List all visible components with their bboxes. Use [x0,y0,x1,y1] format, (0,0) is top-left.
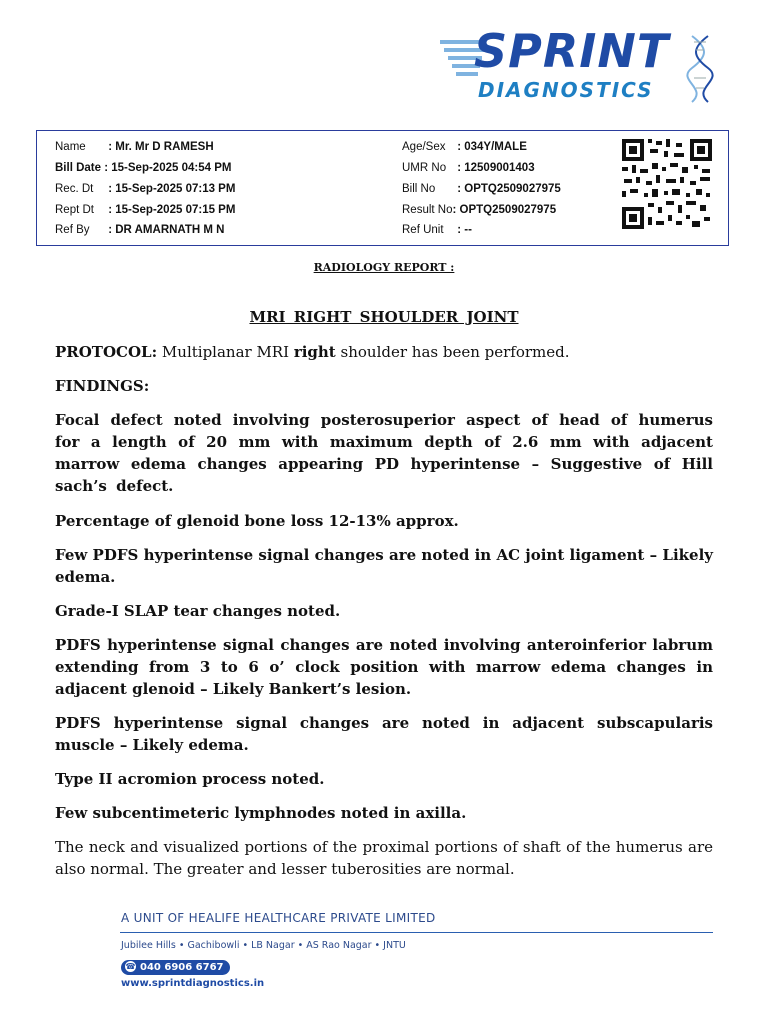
report-heading: RADIOLOGY REPORT : [313,261,455,274]
qr-code-icon [620,137,714,231]
report-title: MRI RIGHT SHOULDER JOINT [249,308,519,326]
phone-icon: ☎ [125,962,136,971]
rec-dt-label: Rec. Dt [55,183,94,195]
footer-divider [120,932,713,933]
website-link[interactable]: www.sprintdiagnostics.in [121,978,265,989]
closing-paragraph: The neck and visualized portions of the proximal portions of shaft of the humerus are also normal. The greater and lesser tuberosities are normal. [55,838,713,878]
bill-no-row [402,183,561,195]
protocol-side: right [293,343,336,361]
ref-unit-row [402,224,472,236]
dna-icon [686,34,714,104]
ref-by: DR AMARNATH M N [115,224,225,236]
bill-number: OPTQ2509027975 [464,183,561,195]
finding-item: Percentage of glenoid bone loss 12-13% approx. [55,512,459,530]
umr-row [402,162,535,174]
umr-label: UMR No [402,162,447,174]
bill-date-label: Bill Date [55,162,102,174]
brand-name: SPRINT [474,24,670,78]
phone-badge[interactable] [121,960,230,975]
ref-unit-sep: : [457,224,462,236]
umr-sep: : [457,162,462,174]
rept-dt: 15-Sep-2025 07:15 PM [115,204,236,216]
rept-dt-row [55,204,235,216]
result-no-sep: : [452,204,457,216]
ref-by-sep: : [108,224,113,236]
result-no-label: Result No [402,204,453,216]
age-sex-label: Age/Sex [402,141,446,153]
umr-number: 12509001403 [464,162,535,174]
result-number: OPTQ2509027975 [459,204,557,216]
finding-item: Few PDFS hyperintense signal changes are noted in AC joint ligament – Likely edema. [55,546,713,586]
finding-item: Few subcentimeteric lymphnodes noted in axilla. [55,804,467,822]
finding-item: Type II acromion process noted. [55,770,325,788]
bill-date-row [55,162,231,174]
sprint-diagnostics-logo [438,24,720,108]
name-row [55,141,214,153]
patient-name: Mr. Mr D RAMESH [115,141,214,153]
ref-by-row [55,224,224,236]
ref-by-label: Ref By [55,224,90,236]
rept-dt-sep: : [108,204,113,216]
protocol-text-pre: Multiplanar MRI [161,343,290,361]
brand-tagline: DIAGNOSTICS [478,78,654,102]
age-sex-sep: : [457,141,462,153]
finding-item: PDFS hyperintense signal changes are noted in adjacent subscapularis muscle – Likely edema. [55,714,713,754]
bill-date-sep: : [104,162,109,174]
ref-unit-label: Ref Unit [402,224,444,236]
name-label: Name [55,141,86,153]
finding-item: Focal defect noted involving posterosuperior aspect of head of humerus for a length of 20 mm with maximum depth of 2.6 mm with adjacent marrow edema changes appearing PD hyperintense – Suggestive of Hill sach’s defect. [55,411,713,495]
rec-dt-row [55,183,235,195]
finding-item: Grade-I SLAP tear changes noted. [55,602,341,620]
findings-label: FINDINGS: [55,377,150,395]
protocol-text-post: shoulder has been performed. [340,343,570,361]
protocol-label: PROTOCOL: [55,343,158,361]
finding-item: PDFS hyperintense signal changes are noted involving anteroinferior labrum extending from 3 to 6 o’ clock position with marrow edema changes in adjacent glenoid – Likely Bankert’s lesion. [55,636,713,698]
patient-info-box [36,130,729,246]
branch-locations: Jubilee Hills • Gachibowli • LB Nagar • AS Rao Nagar • JNTU [121,940,406,951]
rec-dt: 15-Sep-2025 07:13 PM [115,183,236,195]
rept-dt-label: Rept Dt [55,204,94,216]
parent-company: A UNIT OF HEALIFE HEALTHCARE PRIVATE LIMITED [121,911,436,925]
bill-date: 15-Sep-2025 04:54 PM [111,162,232,174]
rec-dt-sep: : [108,183,113,195]
protocol-line [55,341,713,363]
age-sex-row [402,141,527,153]
age-sex: 034Y/MALE [464,141,527,153]
bill-no-label: Bill No [402,183,436,195]
name-sep: : [108,141,113,153]
result-no-row [402,204,556,216]
bill-no-sep: : [457,183,462,195]
phone-number: 040 6906 6767 [140,962,224,973]
ref-unit: -- [464,224,472,236]
